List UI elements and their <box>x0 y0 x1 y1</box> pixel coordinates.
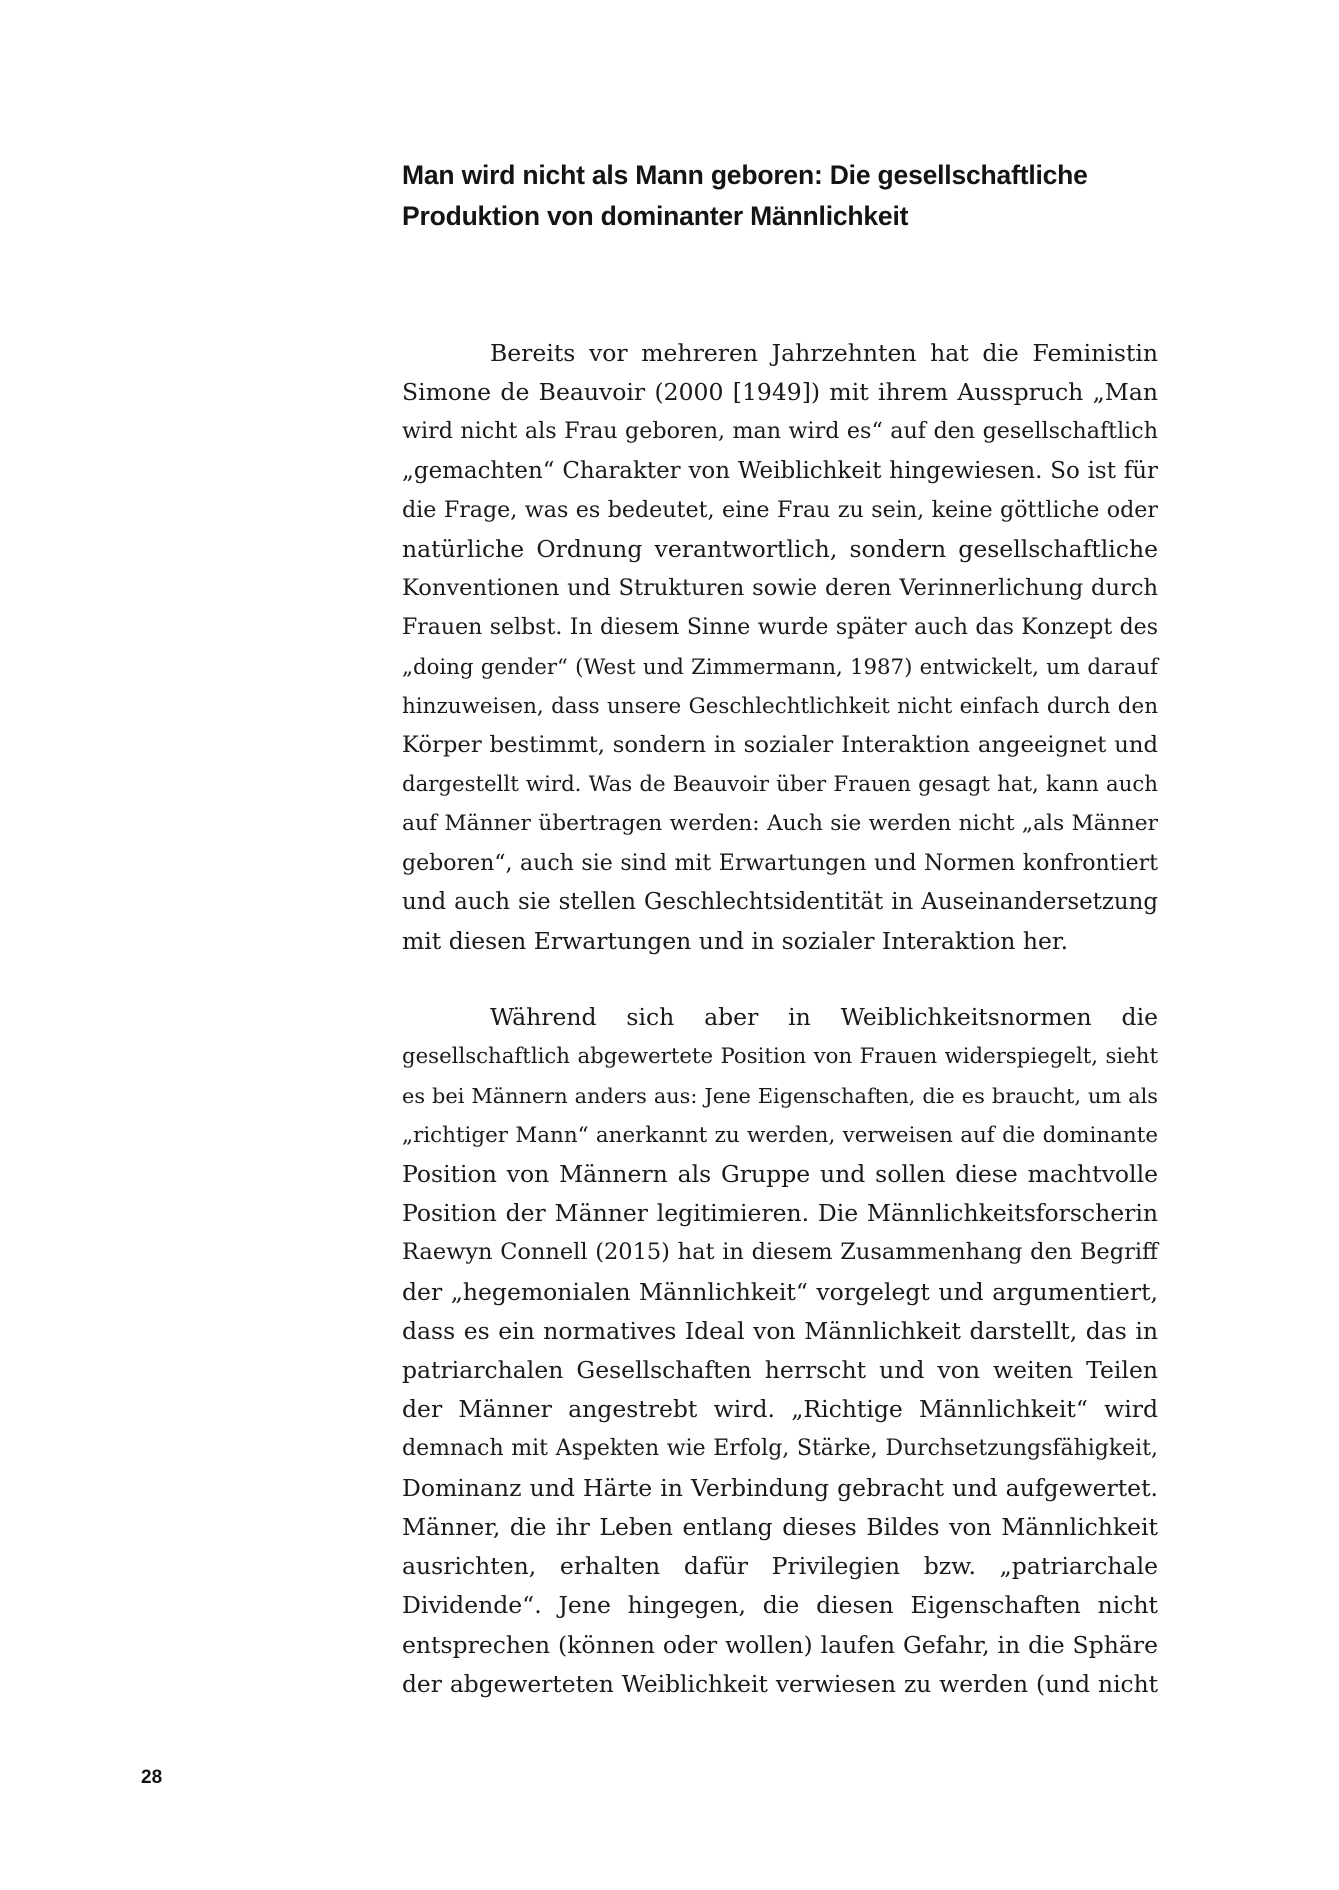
paragraph-line: Körper bestimmt, sondern in sozialer Interaktion angeeignet und <box>402 732 1158 759</box>
paragraph-line: entsprechen (können oder wollen) laufen Gefahr, in die Sphäre <box>402 1630 1158 1659</box>
heading-line: Man wird nicht als Mann geboren: Die gesellschaftliche <box>402 160 1088 190</box>
paragraph-line: „gemachten“ Charakter von Weiblichkeit hingewiesen. So ist für <box>402 457 1158 484</box>
paragraph-line: Dominanz und Härte in Verbindung gebracht und aufgewertet. <box>402 1473 1158 1502</box>
paragraph-line: Dividende“. Jene hingegen, die diesen Eigenschaften nicht <box>402 1591 1158 1620</box>
paragraph-line: Männer, die ihr Leben entlang dieses Bildes von Männlichkeit <box>402 1512 1158 1541</box>
paragraph-line: Während sich aber in Weiblichkeitsnormen die <box>490 1003 1158 1032</box>
paragraph-line: der abgewerteten Weiblichkeit verwiesen zu werden (und nicht <box>402 1669 1158 1698</box>
paragraph-line: Frauen selbst. In diesem Sinne wurde später auch das Konzept des <box>402 615 1158 641</box>
paragraph-line: patriarchalen Gesellschaften herrscht und von weiten Teilen <box>402 1356 1158 1385</box>
paragraph-1 <box>402 334 1158 961</box>
paragraph-line: „richtiger Mann“ anerkannt zu werden, verweisen auf die dominante <box>402 1122 1158 1148</box>
page-number: 28 <box>141 1767 163 1788</box>
paragraph-line: auf Männer übertragen werden: Auch sie werden nicht „als Männer <box>402 811 1158 837</box>
paragraph-line: Konventionen und Strukturen sowie deren Verinnerlichung durch <box>402 575 1158 602</box>
paragraph-line: die Frage, was es bedeutet, eine Frau zu sein, keine göttliche oder <box>402 496 1158 523</box>
paragraph-line: es bei Männern anders aus: Jene Eigenschaften, die es braucht, um als <box>402 1083 1158 1108</box>
paragraph-2 <box>402 998 1158 1704</box>
paragraph-line: wird nicht als Frau geboren, man wird es“ auf den gesellschaftlich <box>402 418 1158 445</box>
paragraph-line: und auch sie stellen Geschlechtsidentität in Auseinandersetzung <box>402 888 1158 915</box>
paragraph-line: Position der Männer legitimieren. Die Männlichkeitsforscherin <box>402 1199 1158 1228</box>
paragraph-line-last: mit diesen Erwartungen und in sozialer Interaktion her. <box>402 927 1069 956</box>
paragraph-line: gesellschaftlich abgewertete Position von Frauen widerspiegelt, sieht <box>402 1044 1158 1070</box>
paragraph-line: dass es ein normatives Ideal von Männlichkeit darstellt, das in <box>402 1316 1158 1345</box>
heading-line: Produktion von dominanter Männlichkeit <box>402 201 909 231</box>
paragraph-line: geboren“, auch sie sind mit Erwartungen und Normen konfrontiert <box>402 850 1158 876</box>
section-heading <box>402 155 1158 237</box>
text-column <box>402 155 1158 1704</box>
paragraph-line: demnach mit Aspekten wie Erfolg, Stärke, Durchsetzungsfähigkeit, <box>402 1436 1158 1462</box>
paragraph-line: dargestellt wird. Was de Beauvoir über Frauen gesagt hat, kann auch <box>402 772 1158 798</box>
paragraph-line: ausrichten, erhalten dafür Privilegien bzw. „patriarchale <box>402 1552 1158 1581</box>
paragraph-line: Raewyn Connell (2015) hat in diesem Zusammenhang den Begriff <box>402 1239 1158 1266</box>
paragraph-line: natürliche Ordnung verantwortlich, sondern gesellschaftliche <box>402 535 1158 564</box>
paragraph-line: hinzuweisen, dass unsere Geschlechtlichkeit nicht einfach durch den <box>402 693 1158 719</box>
paragraph-line: „doing gender“ (West und Zimmermann, 1987) entwickelt, um darauf <box>402 654 1158 680</box>
paragraph-line: Simone de Beauvoir (2000 [1949]) mit ihrem Ausspruch „Man <box>402 378 1158 407</box>
paragraph-line: Position von Männern als Gruppe und sollen diese machtvolle <box>402 1160 1158 1189</box>
paragraph-line: Bereits vor mehreren Jahrzehnten hat die Feministin <box>490 339 1158 367</box>
paragraph-line: der „hegemonialen Männlichkeit“ vorgelegt und argumentiert, <box>402 1277 1158 1306</box>
paragraph-line: der Männer angestrebt wird. „Richtige Männlichkeit“ wird <box>402 1395 1158 1424</box>
